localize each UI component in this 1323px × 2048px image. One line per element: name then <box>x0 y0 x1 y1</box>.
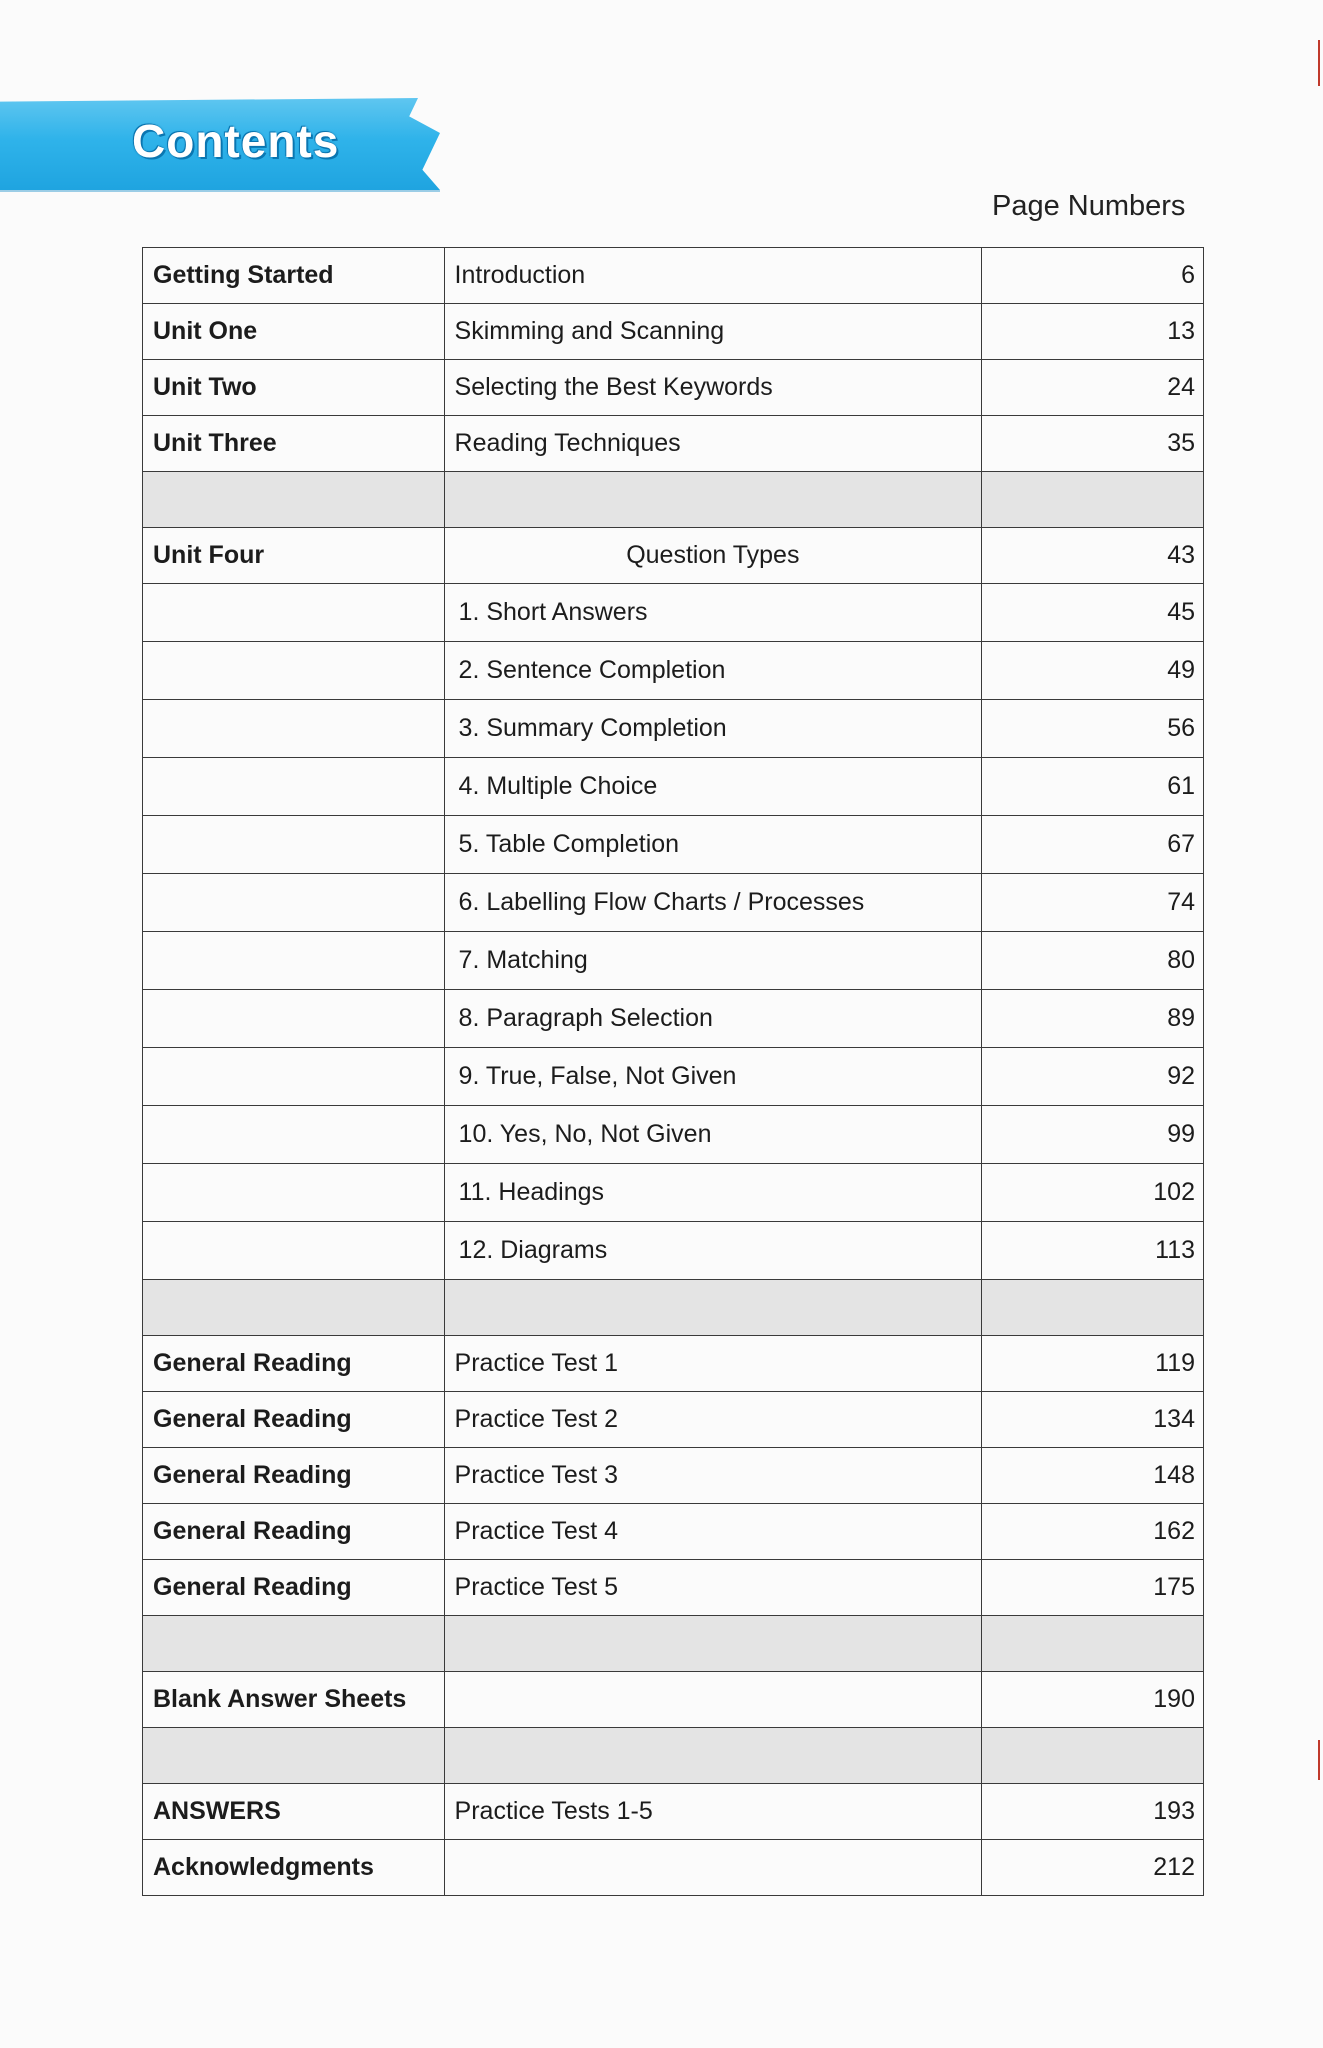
table-row <box>143 1336 1204 1392</box>
title-cell: Skimming and Scanning <box>444 304 982 360</box>
page-number-cell: 190 <box>982 1672 1204 1728</box>
section-cell: Unit Two <box>143 360 445 416</box>
title-cell: 3. Summary Completion <box>444 700 982 758</box>
title-cell: 1. Short Answers <box>444 584 982 642</box>
title-cell: 7. Matching <box>444 932 982 990</box>
page-number-cell: 113 <box>982 1222 1204 1280</box>
section-cell: Unit Four <box>143 528 445 584</box>
title-cell: Practice Test 1 <box>444 1336 982 1392</box>
section-cell: General Reading <box>143 1504 445 1560</box>
section-cell: Getting Started <box>143 248 445 304</box>
table-row <box>143 1448 1204 1504</box>
page-number-cell: 43 <box>982 528 1204 584</box>
spacer-cell <box>982 1616 1204 1672</box>
title-cell: 12. Diagrams <box>444 1222 982 1280</box>
section-cell <box>143 1164 445 1222</box>
title-cell: 2. Sentence Completion <box>444 642 982 700</box>
page-number-cell: 13 <box>982 304 1204 360</box>
table-row <box>143 932 1204 990</box>
page-number-cell: 80 <box>982 932 1204 990</box>
table-row <box>143 1164 1204 1222</box>
spacer-cell <box>982 472 1204 528</box>
title-cell: Practice Tests 1-5 <box>444 1784 982 1840</box>
page-number-cell: 89 <box>982 990 1204 1048</box>
title-cell: Practice Test 5 <box>444 1560 982 1616</box>
spacer-cell <box>143 1280 445 1336</box>
page-number-cell: 99 <box>982 1106 1204 1164</box>
page-number-cell: 56 <box>982 700 1204 758</box>
section-cell <box>143 874 445 932</box>
page-number-cell: 119 <box>982 1336 1204 1392</box>
page-number-cell: 175 <box>982 1560 1204 1616</box>
title-cell: Reading Techniques <box>444 416 982 472</box>
table-row <box>143 1106 1204 1164</box>
title-cell: 4. Multiple Choice <box>444 758 982 816</box>
spacer-row <box>143 1280 1204 1336</box>
table-row <box>143 1048 1204 1106</box>
title-cell: Question Types <box>444 528 982 584</box>
table-row <box>143 1392 1204 1448</box>
spacer-cell <box>444 1616 982 1672</box>
title-cell: Practice Test 3 <box>444 1448 982 1504</box>
spacer-cell <box>143 1616 445 1672</box>
spacer-cell <box>444 1728 982 1784</box>
section-cell <box>143 1106 445 1164</box>
spacer-row <box>143 1616 1204 1672</box>
section-cell <box>143 1048 445 1106</box>
table-row <box>143 1222 1204 1280</box>
title-cell: 5. Table Completion <box>444 816 982 874</box>
spacer-cell <box>143 472 445 528</box>
page-edge-mark <box>1318 40 1320 86</box>
table-row <box>143 816 1204 874</box>
section-cell <box>143 758 445 816</box>
page-number-cell: 134 <box>982 1392 1204 1448</box>
page-number-cell: 212 <box>982 1840 1204 1896</box>
spacer-cell <box>444 1280 982 1336</box>
section-cell: General Reading <box>143 1392 445 1448</box>
page-number-cell: 45 <box>982 584 1204 642</box>
page-numbers-column-header: Page Numbers <box>992 190 1186 222</box>
section-cell <box>143 990 445 1048</box>
section-cell <box>143 584 445 642</box>
section-cell <box>143 932 445 990</box>
title-cell <box>444 1672 982 1728</box>
page-number-cell: 92 <box>982 1048 1204 1106</box>
contents-table <box>142 247 1204 1896</box>
section-cell: Acknowledgments <box>143 1840 445 1896</box>
page-edge-mark <box>1318 1740 1320 1780</box>
page-number-cell: 35 <box>982 416 1204 472</box>
page-number-cell: 193 <box>982 1784 1204 1840</box>
table-row <box>143 248 1204 304</box>
page-number-cell: 24 <box>982 360 1204 416</box>
page-number-cell: 74 <box>982 874 1204 932</box>
title-cell: Introduction <box>444 248 982 304</box>
page-number-cell: 61 <box>982 758 1204 816</box>
section-cell: ANSWERS <box>143 1784 445 1840</box>
table-row <box>143 1560 1204 1616</box>
table-row <box>143 304 1204 360</box>
table-row <box>143 584 1204 642</box>
section-cell: General Reading <box>143 1560 445 1616</box>
title-cell: 11. Headings <box>444 1164 982 1222</box>
table-row <box>143 528 1204 584</box>
title-cell: 9. True, False, Not Given <box>444 1048 982 1106</box>
section-cell <box>143 1222 445 1280</box>
title-cell: Practice Test 4 <box>444 1504 982 1560</box>
table-row <box>143 642 1204 700</box>
page-number-cell: 162 <box>982 1504 1204 1560</box>
table-row <box>143 360 1204 416</box>
table-row <box>143 1672 1204 1728</box>
title-cell: 8. Paragraph Selection <box>444 990 982 1048</box>
section-cell: Unit Three <box>143 416 445 472</box>
section-cell: Blank Answer Sheets <box>143 1672 445 1728</box>
section-cell <box>143 700 445 758</box>
section-cell <box>143 816 445 874</box>
page-number-cell: 6 <box>982 248 1204 304</box>
spacer-row <box>143 1728 1204 1784</box>
table-row <box>143 758 1204 816</box>
spacer-cell <box>982 1728 1204 1784</box>
table-row <box>143 1840 1204 1896</box>
page-title: Contents <box>132 115 340 167</box>
title-cell <box>444 1840 982 1896</box>
spacer-row <box>143 472 1204 528</box>
table-row <box>143 1504 1204 1560</box>
table-row <box>143 1784 1204 1840</box>
page-number-cell: 49 <box>982 642 1204 700</box>
banner-underline <box>0 190 440 192</box>
section-cell: Unit One <box>143 304 445 360</box>
title-cell: 6. Labelling Flow Charts / Processes <box>444 874 982 932</box>
table-row <box>143 416 1204 472</box>
page-number-cell: 67 <box>982 816 1204 874</box>
title-cell: Practice Test 2 <box>444 1392 982 1448</box>
page-number-cell: 102 <box>982 1164 1204 1222</box>
section-cell: General Reading <box>143 1336 445 1392</box>
section-cell <box>143 642 445 700</box>
contents-table-body <box>143 248 1204 1896</box>
spacer-cell <box>444 472 982 528</box>
page-number-cell: 148 <box>982 1448 1204 1504</box>
table-row <box>143 990 1204 1048</box>
spacer-cell <box>143 1728 445 1784</box>
title-cell: Selecting the Best Keywords <box>444 360 982 416</box>
spacer-cell <box>982 1280 1204 1336</box>
title-cell: 10. Yes, No, Not Given <box>444 1106 982 1164</box>
table-row <box>143 874 1204 932</box>
section-cell: General Reading <box>143 1448 445 1504</box>
table-row <box>143 700 1204 758</box>
